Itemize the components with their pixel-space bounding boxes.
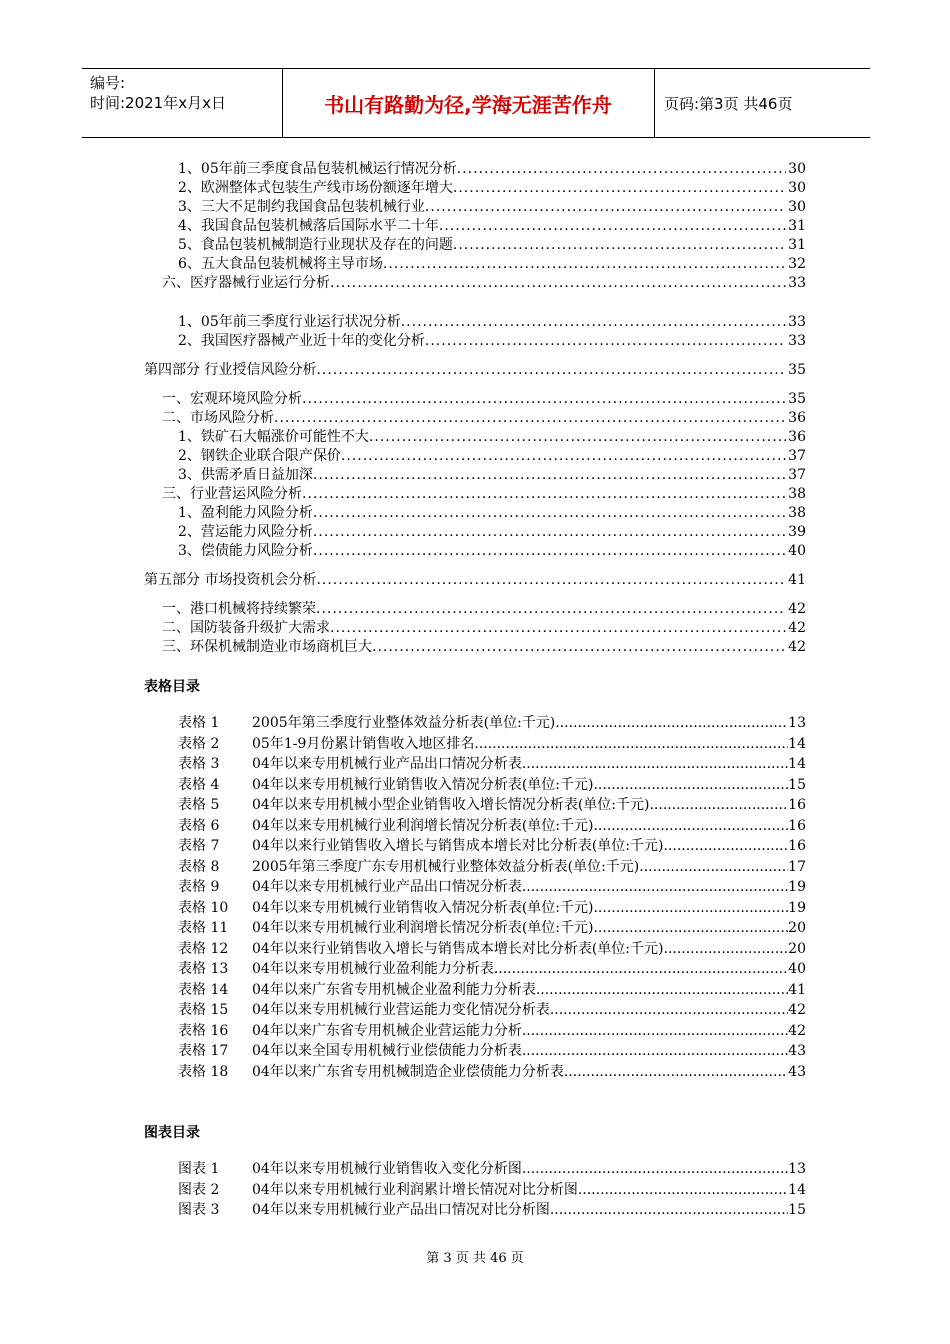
toc-entry[interactable] <box>144 570 806 590</box>
header-meta <box>90 73 226 113</box>
entry-title: 04年以来专用机械行业销售收入情况分析表(单位:千元) <box>252 776 594 793</box>
entry-title: 05年1-9月份累计销售收入地区排名 <box>252 735 475 752</box>
toc-leader-dots <box>369 427 786 447</box>
header-time: 时间:2021年x月x日 <box>90 94 226 112</box>
entry-leader-dots <box>550 1002 788 1018</box>
toc-entry-title: 6、五大食品包装机械将主导市场 <box>178 256 383 272</box>
toc-entry[interactable] <box>178 312 806 332</box>
entry-label: 表格 6 <box>178 817 220 834</box>
toc-entry-page: 33 <box>788 333 806 349</box>
toc-entry[interactable] <box>162 637 806 657</box>
table-list-entry[interactable] <box>178 1040 806 1060</box>
entry-title: 04年以来专用机械行业盈利能力分析表 <box>252 961 494 977</box>
toc-entry[interactable] <box>162 484 806 504</box>
entry-page: 17 <box>788 858 806 875</box>
entry-page: 43 <box>788 1043 806 1059</box>
entry-leader-dots <box>663 838 788 854</box>
toc-leader-dots <box>425 331 786 351</box>
toc-entry-page: 41 <box>788 572 806 588</box>
toc-entry[interactable] <box>178 522 806 542</box>
entry-page: 16 <box>788 838 806 854</box>
toc-leader-dots <box>302 389 786 409</box>
toc-entry-page: 33 <box>788 314 806 330</box>
entry-page: 16 <box>788 817 806 834</box>
toc-entry-title: 三、行业营运风险分析 <box>162 486 302 502</box>
table-list-entry[interactable] <box>178 733 806 753</box>
toc-entry[interactable] <box>178 446 806 466</box>
toc-entry-title: 1、05年前三季度食品包装机械运行情况分析 <box>178 161 457 177</box>
entry-page: 15 <box>788 776 806 793</box>
toc-entry-title: 4、我国食品包装机械落后国际水平二十年 <box>178 218 439 234</box>
table-list-entry[interactable] <box>178 917 806 937</box>
entry-leader-dots <box>564 1064 788 1080</box>
entry-title: 04年以来专用机械行业利润增长情况分析表(单位:千元) <box>252 920 594 936</box>
toc-entry-page: 32 <box>788 256 806 272</box>
toc-entry[interactable] <box>162 389 806 409</box>
toc-entry-page: 38 <box>788 486 806 502</box>
toc-entry[interactable] <box>178 197 806 217</box>
entry-page: 13 <box>788 1161 806 1177</box>
charts-section-title: 图表目录 <box>144 1125 200 1141</box>
toc-entry[interactable] <box>178 541 806 561</box>
entry-title: 04年以来广东省专用机械企业营运能力分析 <box>252 1022 522 1039</box>
toc-entry[interactable] <box>162 599 806 619</box>
toc-leader-dots <box>372 637 786 657</box>
entry-page: 14 <box>788 756 806 772</box>
entry-leader-dots <box>639 859 788 875</box>
toc-entry-page: 42 <box>788 601 806 617</box>
table-list-entry[interactable] <box>178 958 806 978</box>
entry-label: 表格 17 <box>178 1043 229 1059</box>
table-list-entry[interactable] <box>178 999 806 1019</box>
toc-leader-dots <box>383 254 786 274</box>
toc-entry-page: 36 <box>788 410 806 426</box>
entry-page: 19 <box>788 899 806 916</box>
entry-leader-dots <box>593 777 788 793</box>
entry-leader-dots <box>578 1182 788 1198</box>
entry-label: 图表 1 <box>178 1161 220 1177</box>
entry-title: 04年以来专用机械行业利润增长情况分析表(单位:千元) <box>252 817 594 834</box>
toc-leader-dots <box>313 541 786 561</box>
toc-entry-page: 31 <box>788 237 806 253</box>
toc-entry[interactable] <box>178 159 806 179</box>
entry-title: 04年以来行业销售收入增长与销售成本增长对比分析表(单位:千元) <box>252 940 664 957</box>
toc-leader-dots <box>453 235 786 255</box>
entry-label: 表格 1 <box>178 715 220 731</box>
toc-entry[interactable] <box>144 360 806 380</box>
entry-title: 04年以来专用机械小型企业销售收入增长情况分析表(单位:千元) <box>252 797 650 813</box>
entry-label: 表格 7 <box>178 838 220 854</box>
entry-label: 表格 12 <box>178 940 229 957</box>
entry-label: 图表 3 <box>178 1202 220 1218</box>
toc-entry-page: 33 <box>788 275 806 291</box>
toc-entry-title: 2、欧洲整体式包装生产线市场份额逐年增大 <box>178 180 453 196</box>
entry-page: 19 <box>788 879 806 895</box>
entry-title: 04年以来专用机械行业产品出口情况分析表 <box>252 756 522 772</box>
chart-list-entry[interactable] <box>178 1179 806 1199</box>
toc-leader-dots <box>341 446 786 466</box>
chart-list-entry[interactable] <box>178 1158 806 1178</box>
table-list-entry[interactable] <box>178 815 806 835</box>
entry-page: 42 <box>788 1022 806 1039</box>
toc-leader-dots <box>457 159 786 179</box>
entry-page: 15 <box>788 1202 806 1218</box>
entry-page: 16 <box>788 797 806 813</box>
toc-entry-page: 42 <box>788 620 806 636</box>
entry-label: 表格 13 <box>178 961 229 977</box>
toc-entry[interactable] <box>162 408 806 428</box>
toc-leader-dots <box>425 197 786 217</box>
entry-title: 04年以来全国专用机械行业偿债能力分析表 <box>252 1043 522 1059</box>
entry-page: 42 <box>788 1002 806 1018</box>
toc-leader-dots <box>316 599 786 619</box>
toc-entry[interactable] <box>178 427 806 447</box>
entry-label: 表格 16 <box>178 1022 229 1039</box>
toc-entry-title: 第五部分 市场投资机会分析 <box>144 572 317 588</box>
table-list-entry[interactable] <box>178 835 806 855</box>
entry-label: 表格 9 <box>178 879 220 895</box>
toc-entry-title: 2、营运能力风险分析 <box>178 524 313 540</box>
toc-entry-page: 42 <box>788 639 806 655</box>
toc-entry-title: 3、供需矛盾日益加深 <box>178 467 313 483</box>
toc-entry-title: 六、医疗器械行业运行分析 <box>162 275 330 291</box>
entry-leader-dots <box>536 982 788 998</box>
toc-entry-page: 37 <box>788 467 806 483</box>
toc-entry-title: 三、环保机械制造业市场商机巨大 <box>162 639 372 655</box>
entry-label: 图表 2 <box>178 1181 220 1198</box>
toc-entry-title: 1、铁矿石大幅涨价可能性不大 <box>178 429 369 445</box>
header-page-label: 页码:第3页 共46页 <box>664 94 793 113</box>
toc-leader-dots <box>453 178 786 198</box>
entry-page: 41 <box>788 981 806 998</box>
toc-entry-page: 40 <box>788 543 806 559</box>
table-list-entry[interactable] <box>178 1020 806 1040</box>
toc-entry[interactable] <box>178 178 806 198</box>
entry-title: 2005年第三季度广东专用机械行业整体效益分析表(单位:千元) <box>252 858 640 875</box>
entry-page: 14 <box>788 735 806 752</box>
entry-page: 43 <box>788 1063 806 1080</box>
toc-entry-title: 5、食品包装机械制造行业现状及存在的问题 <box>178 237 453 253</box>
entry-leader-dots <box>649 797 788 813</box>
toc-entry-title: 二、市场风险分析 <box>162 410 274 426</box>
table-list-entry[interactable] <box>178 897 806 917</box>
entry-title: 04年以来专用机械行业利润累计增长情况对比分析图 <box>252 1181 578 1198</box>
toc-entry-page: 38 <box>788 505 806 521</box>
toc-leader-dots <box>330 273 786 293</box>
table-list-entry[interactable] <box>178 794 806 814</box>
toc-leader-dots <box>439 216 786 236</box>
tables-section-title: 表格目录 <box>144 679 200 695</box>
page-footer: 第 3 页 共 46 页 <box>426 1251 524 1266</box>
toc-leader-dots <box>313 522 786 542</box>
toc-leader-dots <box>313 465 786 485</box>
entry-leader-dots <box>663 941 788 957</box>
entry-label: 表格 10 <box>178 899 229 916</box>
entry-label: 表格 15 <box>178 1002 229 1018</box>
toc-entry-title: 第四部分 行业授信风险分析 <box>144 362 317 378</box>
entry-title: 2005年第三季度行业整体效益分析表(单位:千元) <box>252 715 556 731</box>
toc-entry-title: 3、偿债能力风险分析 <box>178 543 313 559</box>
entry-page: 20 <box>788 920 806 936</box>
toc-entry-title: 2、钢铁企业联合限产保价 <box>178 448 341 464</box>
entry-label: 表格 8 <box>178 858 220 875</box>
toc-leader-dots <box>313 503 786 523</box>
header-number: 编号: <box>90 74 126 92</box>
entry-label: 表格 14 <box>178 981 229 998</box>
toc-entry-title: 3、三大不足制约我国食品包装机械行业 <box>178 199 425 215</box>
toc-entry[interactable] <box>178 331 806 351</box>
toc-entry-page: 35 <box>788 391 806 407</box>
toc-entry-page: 36 <box>788 429 806 445</box>
entry-page: 40 <box>788 961 806 977</box>
toc-entry-page: 30 <box>788 161 806 177</box>
entry-leader-dots <box>474 736 788 752</box>
toc-entry[interactable] <box>178 465 806 485</box>
toc-entry-page: 30 <box>788 199 806 215</box>
toc-entry[interactable] <box>162 273 806 293</box>
entry-leader-dots <box>522 1161 788 1177</box>
toc-entry-title: 二、国防装备升级扩大需求 <box>162 620 330 636</box>
table-list-entry[interactable] <box>178 876 806 896</box>
page-header <box>82 68 870 138</box>
entry-title: 04年以来专用机械行业营运能力变化情况分析表 <box>252 1002 550 1018</box>
toc-leader-dots <box>274 408 786 428</box>
entry-leader-dots <box>522 756 788 772</box>
entry-leader-dots <box>522 1023 788 1039</box>
entry-leader-dots <box>550 1202 788 1218</box>
entry-title: 04年以来广东省专用机械企业盈利能力分析表 <box>252 981 536 998</box>
entry-label: 表格 11 <box>178 920 229 936</box>
entry-leader-dots <box>593 818 788 834</box>
table-list-entry[interactable] <box>178 774 806 794</box>
toc-leader-dots <box>330 618 786 638</box>
toc-leader-dots <box>401 312 786 332</box>
toc-entry[interactable] <box>162 618 806 638</box>
toc-entry[interactable] <box>178 254 806 274</box>
toc-entry-title: 一、宏观环境风险分析 <box>162 391 302 407</box>
toc-leader-dots <box>316 570 786 590</box>
toc-leader-dots <box>316 360 786 380</box>
entry-label: 表格 18 <box>178 1063 229 1080</box>
toc-entry-title: 1、盈利能力风险分析 <box>178 505 313 521</box>
toc-entry-page: 35 <box>788 362 806 378</box>
entry-title: 04年以来专用机械行业产品出口情况对比分析图 <box>252 1202 550 1218</box>
toc-leader-dots <box>302 484 786 504</box>
entry-label: 表格 5 <box>178 797 220 813</box>
entry-label: 表格 4 <box>178 776 220 793</box>
header-divider <box>654 69 655 137</box>
entry-leader-dots <box>593 920 788 936</box>
toc-entry[interactable] <box>178 503 806 523</box>
entry-page: 20 <box>788 940 806 957</box>
entry-title: 04年以来行业销售收入增长与销售成本增长对比分析表(单位:千元) <box>252 838 664 854</box>
toc-entry-title: 一、港口机械将持续繁荣 <box>162 601 316 617</box>
table-list-entry[interactable] <box>178 938 806 958</box>
entry-leader-dots <box>593 900 788 916</box>
table-list-entry[interactable] <box>178 753 806 773</box>
toc-entry-title: 2、我国医疗器械产业近十年的变化分析 <box>178 333 425 349</box>
entry-page: 13 <box>788 715 806 731</box>
toc-entry-page: 30 <box>788 180 806 196</box>
toc-entry-title: 1、05年前三季度行业运行状况分析 <box>178 314 401 330</box>
entry-label: 表格 2 <box>178 735 220 752</box>
table-list-entry[interactable] <box>178 979 806 999</box>
entry-leader-dots <box>555 715 788 731</box>
header-motto: 书山有路勤为径,学海无涯苦作舟 <box>324 92 612 117</box>
toc-entry[interactable] <box>178 235 806 255</box>
entry-leader-dots <box>494 961 788 977</box>
entry-label: 表格 3 <box>178 756 220 772</box>
table-list-entry[interactable] <box>178 712 806 732</box>
entry-leader-dots <box>522 1043 788 1059</box>
toc-entry-page: 31 <box>788 218 806 234</box>
entry-page: 14 <box>788 1181 806 1198</box>
table-list-entry[interactable] <box>178 856 806 876</box>
entry-leader-dots <box>522 879 788 895</box>
entry-title: 04年以来专用机械行业产品出口情况分析表 <box>252 879 522 895</box>
toc-entry-page: 37 <box>788 448 806 464</box>
entry-title: 04年以来专用机械行业销售收入情况分析表(单位:千元) <box>252 899 594 916</box>
table-list-entry[interactable] <box>178 1061 806 1081</box>
chart-list-entry[interactable] <box>178 1199 806 1219</box>
toc-entry[interactable] <box>178 216 806 236</box>
entry-title: 04年以来广东省专用机械制造企业偿债能力分析表 <box>252 1063 564 1080</box>
toc-entry-page: 39 <box>788 524 806 540</box>
entry-title: 04年以来专用机械行业销售收入变化分析图 <box>252 1161 522 1177</box>
